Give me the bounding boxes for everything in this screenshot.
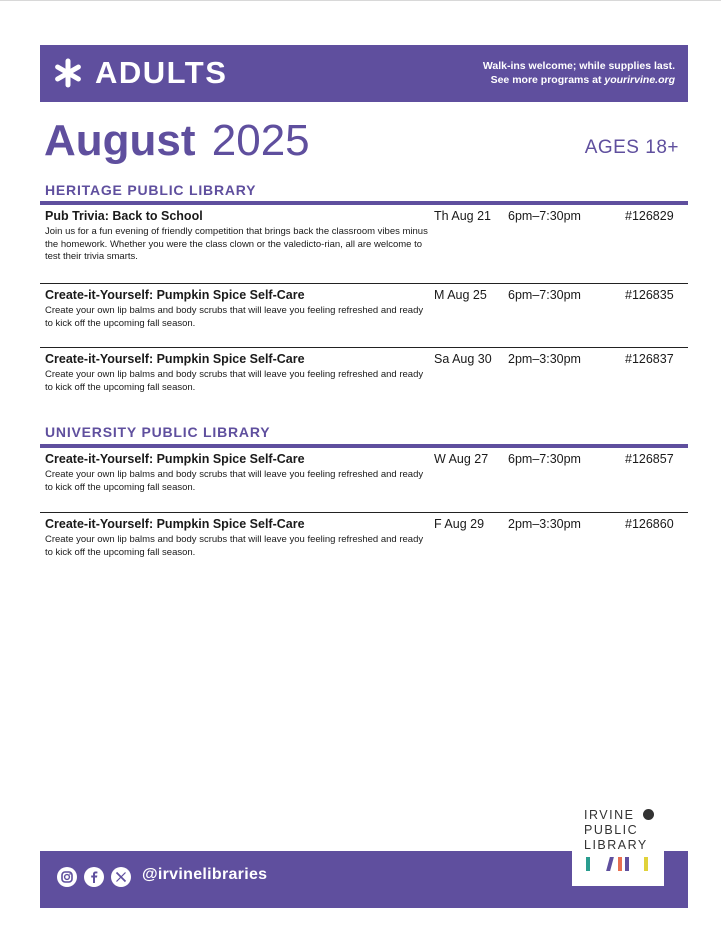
event-description: Create your own lip balms and body scrubs that will leave you feeling refreshed and ready to kick off the upcoming fall season. [45,534,424,558]
globe-icon [643,809,654,820]
event-description: Join us for a fun evening of friendly competition that brings back the classroom vibes minus the homework. Whether you were the class clown or the valedicto-rian, all are welcome to test their trivia smarts. [45,226,428,262]
social-handle[interactable]: @irvinelibraries [142,866,268,883]
page-top-rule [0,0,721,1]
event-row [40,448,688,512]
event-id: #126857 [625,452,674,466]
website-link[interactable]: yourirvine.org [604,74,675,86]
banner-note [483,59,675,87]
logo-line2: PUBLIC [584,823,639,837]
logo-bar [586,857,590,871]
event-time: 6pm–7:30pm [508,209,581,223]
event-time: 2pm–3:30pm [508,352,581,366]
event-id: #126860 [625,517,674,531]
event-time: 6pm–7:30pm [508,288,581,302]
section-heading-heritage: HERITAGE PUBLIC LIBRARY [45,182,257,198]
asterisk-icon [53,58,83,88]
banner-title: ADULTS [95,55,228,90]
logo-bar [644,857,648,871]
age-range-label: AGES 18+ [584,137,679,158]
year-label: 2025 [211,116,310,165]
logo-bar [618,857,622,871]
event-title: Pub Trivia: Back to School [45,209,203,223]
header-banner [40,45,688,102]
event-time: 6pm–7:30pm [508,452,581,466]
event-date: Sa Aug 30 [434,352,492,366]
event-date: Th Aug 21 [434,209,491,223]
library-logo [572,800,664,886]
event-title: Create-it-Yourself: Pumpkin Spice Self-Care [45,517,305,531]
facebook-icon[interactable] [84,867,104,887]
event-row [40,347,688,408]
event-date: F Aug 29 [434,517,485,531]
month-label: August [44,116,196,165]
banner-note-line2 [483,73,675,87]
event-title: Create-it-Yourself: Pumpkin Spice Self-Care [45,452,305,466]
x-icon[interactable] [111,867,131,887]
event-date: M Aug 25 [434,288,487,302]
banner-note-prefix: See more programs at [490,74,605,86]
event-id: #126829 [625,209,674,223]
logo-bar [625,857,629,871]
event-description: Create your own lip balms and body scrubs that will leave you feeling refreshed and ready to kick off the upcoming fall season. [45,369,424,393]
page-title [44,114,310,168]
section-heading-university: UNIVERSITY PUBLIC LIBRARY [45,424,271,440]
event-description: Create your own lip balms and body scrubs that will leave you feeling refreshed and ready to kick off the upcoming fall season. [45,469,424,493]
instagram-icon[interactable] [57,867,77,887]
event-title: Create-it-Yourself: Pumpkin Spice Self-Care [45,352,305,366]
event-row [40,283,688,348]
logo-line3: LIBRARY [584,838,648,852]
logo-line1: IRVINE [584,808,635,822]
logo-bar [606,857,614,871]
event-row [40,512,688,573]
event-date: W Aug 27 [434,452,489,466]
banner-note-line1: Walk-ins welcome; while supplies last. [482,60,675,72]
event-id: #126837 [625,352,674,366]
event-time: 2pm–3:30pm [508,517,581,531]
event-title: Create-it-Yourself: Pumpkin Spice Self-Care [45,288,305,302]
event-row [40,205,688,283]
event-description: Create your own lip balms and body scrubs that will leave you feeling refreshed and ready to kick off the upcoming fall season. [45,305,424,329]
event-id: #126835 [625,288,674,302]
